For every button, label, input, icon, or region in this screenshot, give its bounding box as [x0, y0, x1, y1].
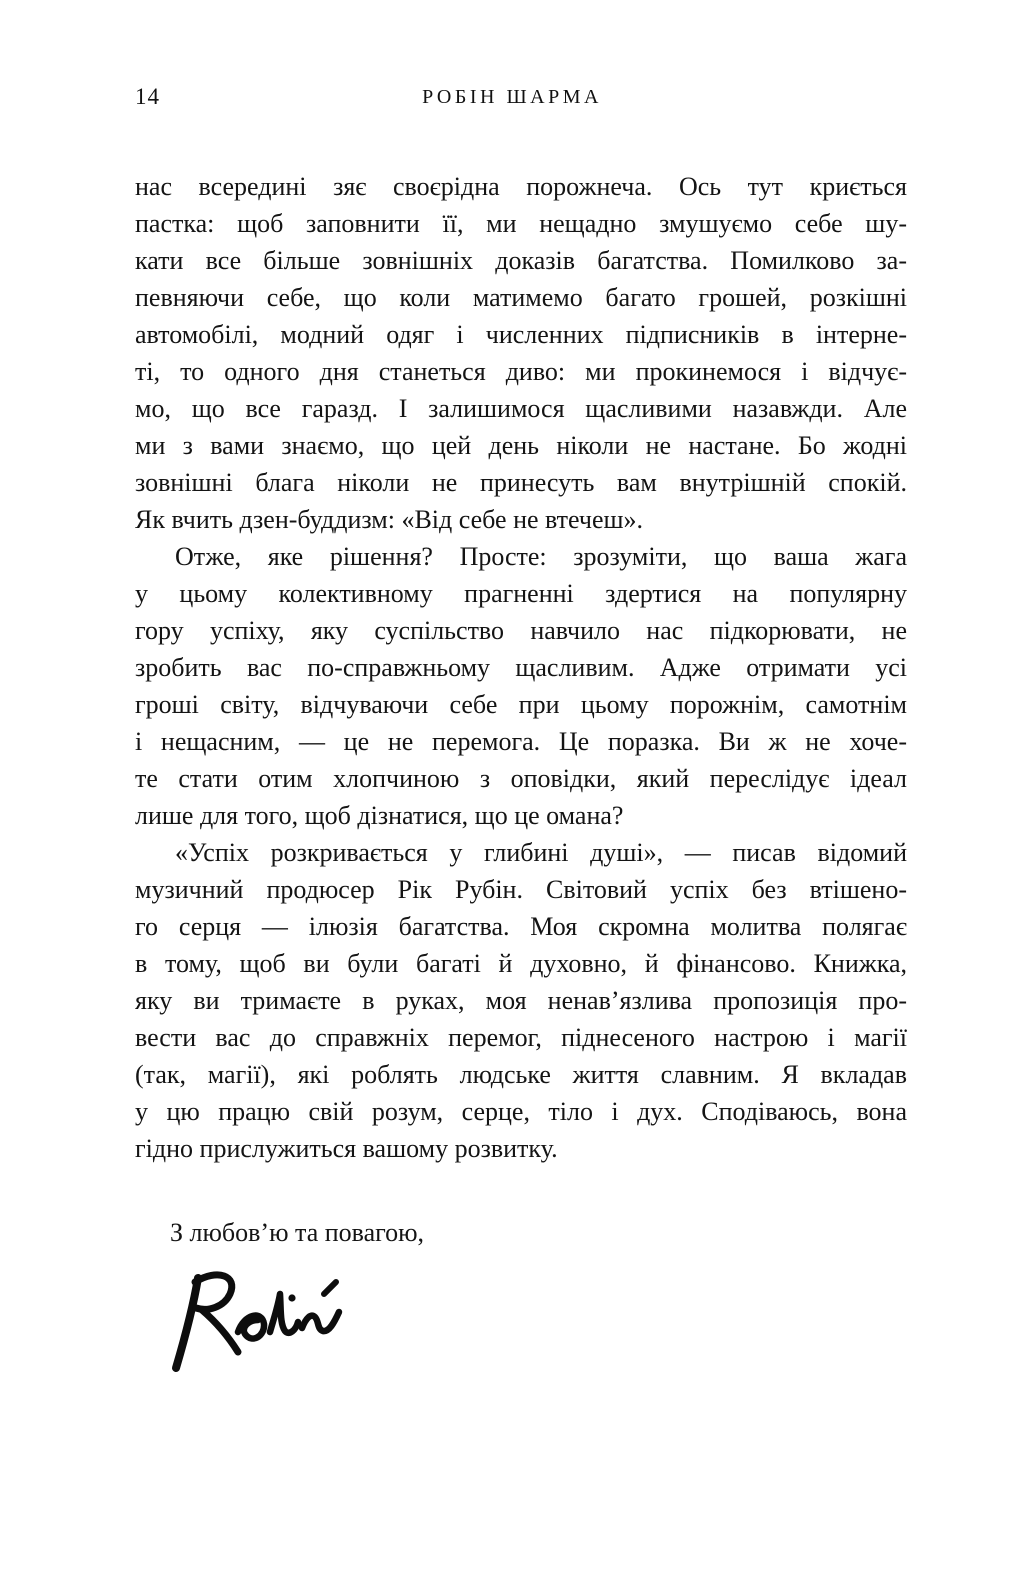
- text-line: в тому, щоб ви були багаті й духовно, й фінансово. Книжка,: [135, 949, 907, 978]
- text-line: і нещасним, — це не перемога. Це поразка. Ви ж не хоче-: [135, 727, 907, 756]
- text-line: те стати отим хлопчиною з оповідки, який переслідує ідеал: [135, 764, 907, 793]
- closing-line: З любов’ю та повагою,: [170, 1218, 425, 1247]
- text-line: пастка: щоб заповнити її, ми нещадно змушуємо себе шу-: [135, 209, 907, 238]
- body-text: [135, 168, 907, 1167]
- text-line: нас всередині зяє своєрідна порожнеча. Ось тут криється: [135, 172, 907, 201]
- text-line: ми з вами знаємо, що цей день ніколи не настане. Бо жодні: [135, 431, 907, 460]
- text-line: «Успіх розкривається у глибині душі», — писав відомий: [175, 838, 907, 867]
- text-line: вести вас до справжніх перемог, піднесеного настрою і магії: [135, 1023, 907, 1052]
- text-line: кати все більше зовнішніх доказів багатства. Помилково за-: [135, 246, 907, 275]
- text-line: Отже, яке рішення? Просте: зрозуміти, що ваша жага: [175, 542, 907, 571]
- running-head-author: РОБІН ШАРМА: [422, 86, 602, 108]
- text-line: лише для того, щоб дізнатися, що це омана?: [135, 801, 624, 830]
- paragraph: [135, 168, 907, 538]
- text-line: автомобілі, модний одяг і численних підписників в інтерне-: [135, 320, 907, 349]
- signature-image: [168, 1268, 348, 1378]
- text-line: зробить вас по-справжньому щасливим. Адже отримати усі: [135, 653, 907, 682]
- text-line: го серця — ілюзія багатства. Моя скромна молитва полягає: [135, 912, 907, 941]
- text-line: гроші світу, відчуваючи себе при цьому порожнім, самотнім: [135, 690, 907, 719]
- text-line: гідно прислужиться вашому розвитку.: [135, 1134, 558, 1163]
- text-line: яку ви тримаєте в руках, моя ненав’язлива пропозиція про-: [135, 986, 907, 1015]
- text-line: гору успіху, яку суспільство навчило нас підкорювати, не: [135, 616, 907, 645]
- page-number: 14: [135, 84, 160, 109]
- running-header: [0, 84, 1024, 114]
- text-line: певняючи себе, що коли матимемо багато грошей, розкішні: [135, 283, 907, 312]
- text-line: (так, магії), які роблять людське життя славним. Я вкладав: [135, 1060, 907, 1089]
- text-line: зовнішні блага ніколи не принесуть вам внутрішній спокій.: [135, 468, 907, 497]
- paragraph: [135, 538, 907, 834]
- text-line: ті, то одного дня станеться диво: ми прокинемося і відчує-: [135, 357, 907, 386]
- text-line: Як вчить дзен-буддизм: «Від себе не втечеш».: [135, 505, 644, 534]
- handwritten-signature: [168, 1268, 348, 1378]
- paragraph: [135, 834, 907, 1167]
- text-line: у цьому колективному прагненні здертися на популярну: [135, 579, 907, 608]
- text-line: мо, що все гаразд. І залишимося щасливими назавжди. Але: [135, 394, 907, 423]
- text-line: музичний продюсер Рік Рубін. Світовий успіх без втішено-: [135, 875, 907, 904]
- text-line: у цю працю свій розум, серце, тіло і дух. Сподіваюсь, вона: [135, 1097, 907, 1126]
